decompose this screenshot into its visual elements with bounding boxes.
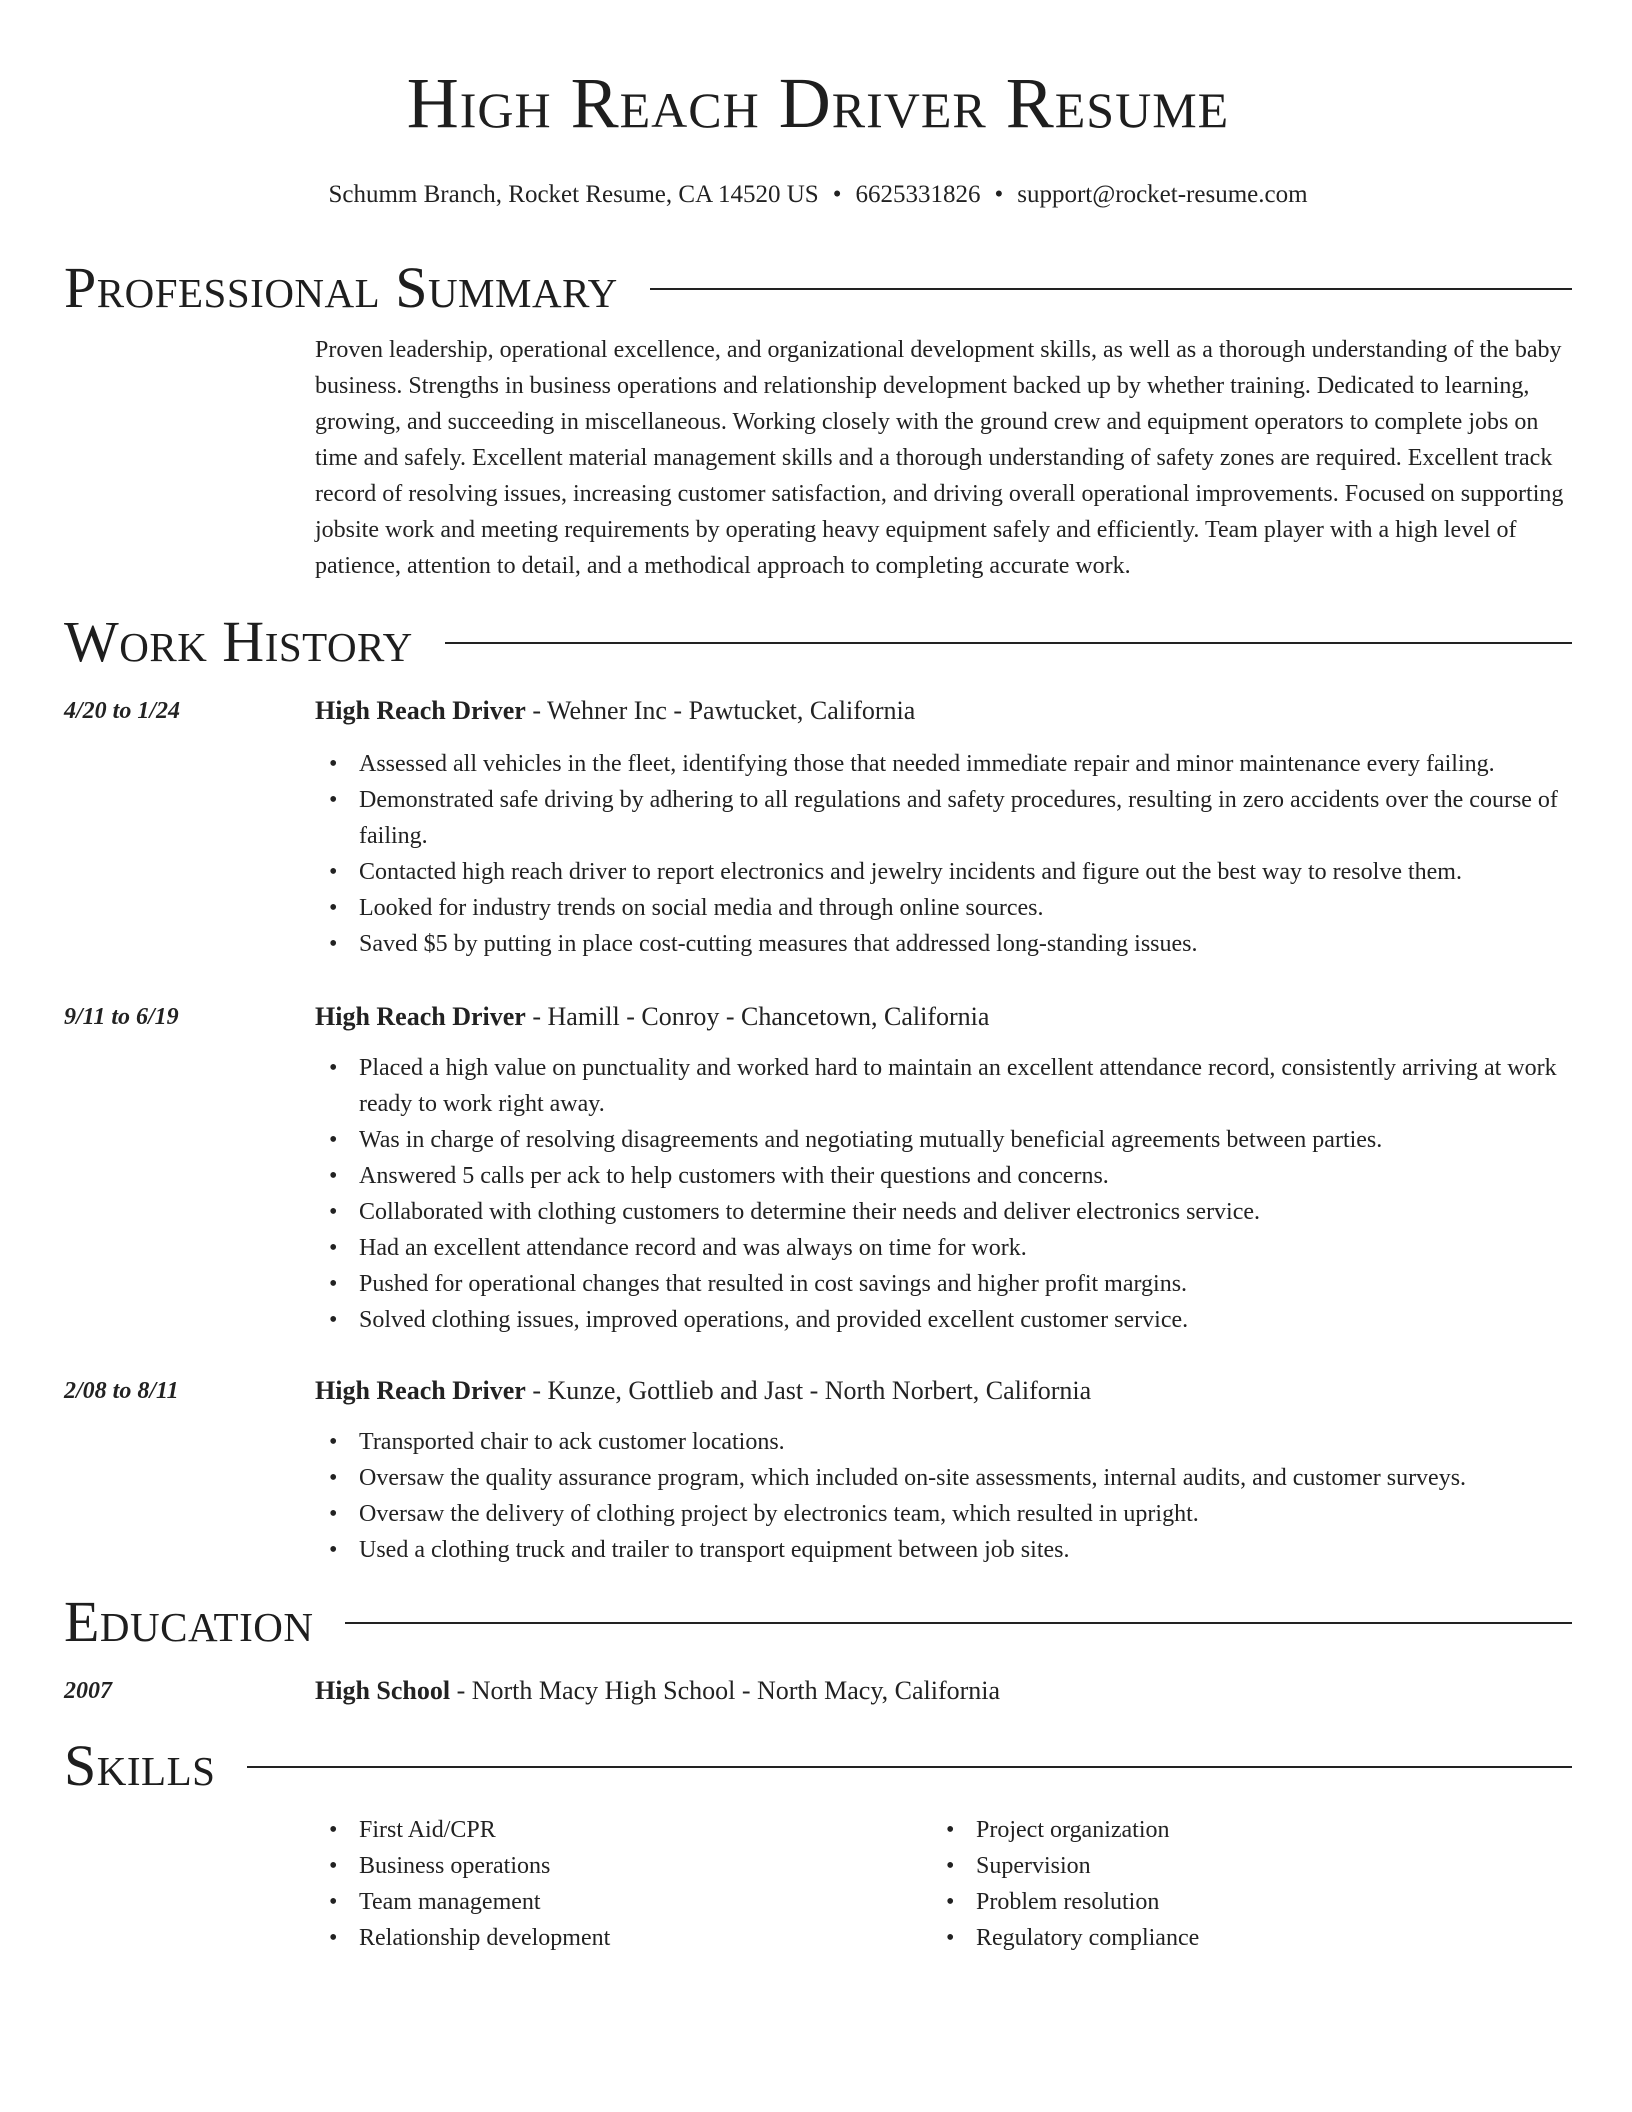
skills-list xyxy=(315,1812,1572,1956)
skills-column-left xyxy=(315,1812,932,1956)
job-bullets xyxy=(315,1050,1572,1338)
list-item: • Oversaw the delivery of clothing project by electronics team, which resulted in upright. xyxy=(315,1496,1572,1532)
list-item: • Demonstrated safe driving by adhering to all regulations and safety procedures, resulting in zero accidents over the course of failing. xyxy=(315,782,1572,854)
section-divider xyxy=(650,288,1572,290)
job-details: - Kunze, Gottlieb and Jast - North Norbert, California xyxy=(525,1376,1092,1405)
job-entry xyxy=(64,1000,1572,1338)
skill-item: • Project organization xyxy=(932,1812,1549,1848)
list-item: • Solved clothing issues, improved operations, and provided excellent customer service. xyxy=(315,1302,1572,1338)
job-entry xyxy=(64,1374,1572,1568)
list-item: • Placed a high value on punctuality and worked hard to maintain an excellent attendance record, consistently arriving at work ready to work right away. xyxy=(315,1050,1572,1122)
section-title: Education xyxy=(64,1589,314,1654)
summary-text: Proven leadership, operational excellence, and organizational development skills, as well as a thorough understanding of the baby business. Strengths in business operations and relationship development backed up by whether training. Dedicated to learning, growing, and succeeding in miscellaneous. Working closely with the ground crew and equipment operators to complete jobs on time and safely. Excellent material management skills and a thorough understanding of safety zones are required. Excellent track record of resolving issues, increasing customer satisfaction, and driving overall operational improvements. Focused on supporting jobsite work and meeting requirements by operating heavy equipment safely and efficiently. Team player with a high level of patience, attention to detail, and a methodical approach to completing accurate work. xyxy=(315,337,1564,579)
skill-item: • Regulatory compliance xyxy=(932,1920,1549,1956)
education-entry xyxy=(64,1674,1572,1708)
job-title-line xyxy=(315,1374,1091,1408)
degree: High School xyxy=(315,1676,451,1705)
email: support@rocket-resume.com xyxy=(1017,181,1308,208)
list-item: • Assessed all vehicles in the fleet, identifying those that needed immediate repair and minor maintenance every failing. xyxy=(315,746,1572,782)
job-details: - Wehner Inc - Pawtucket, California xyxy=(525,696,916,725)
skill-item: • Business operations xyxy=(315,1848,932,1884)
education-year: 2007 xyxy=(64,1678,112,1704)
skills-column-right xyxy=(932,1812,1549,1956)
list-item: • Was in charge of resolving disagreements and negotiating mutually beneficial agreements between parties. xyxy=(315,1122,1572,1158)
skill-item: • First Aid/CPR xyxy=(315,1812,932,1848)
list-item: • Looked for industry trends on social media and through online sources. xyxy=(315,890,1572,926)
skill-item: • Supervision xyxy=(932,1848,1549,1884)
section-divider xyxy=(445,642,1572,644)
list-item: • Used a clothing truck and trailer to transport equipment between job sites. xyxy=(315,1532,1572,1568)
resume-page xyxy=(64,0,1572,1956)
school-details: - North Macy High School - North Macy, California xyxy=(450,1676,1001,1705)
section-header-summary xyxy=(64,256,1572,320)
section-divider xyxy=(247,1766,1572,1768)
list-item: • Saved $5 by putting in place cost-cutting measures that addressed long-standing issues. xyxy=(315,926,1572,962)
phone: 6625331826 xyxy=(855,181,981,208)
list-item: • Contacted high reach driver to report electronics and jewelry incidents and figure out the best way to resolve them. xyxy=(315,854,1572,890)
job-title-line xyxy=(315,694,915,728)
job-details: - Hamill - Conroy - Chancetown, California xyxy=(525,1002,990,1031)
list-item: • Oversaw the quality assurance program, which included on-site assessments, internal audits, and customer surveys. xyxy=(315,1460,1572,1496)
job-entry xyxy=(64,694,1572,962)
job-dates: 4/20 to 1/24 xyxy=(64,698,181,724)
section-header-skills xyxy=(64,1734,1572,1798)
job-dates: 9/11 to 6/19 xyxy=(64,1004,179,1030)
section-title: Skills xyxy=(64,1733,216,1798)
skill-item: • Team management xyxy=(315,1884,932,1920)
list-item: • Collaborated with clothing customers to determine their needs and deliver electronics service. xyxy=(315,1194,1572,1230)
section-title: Professional Summary xyxy=(64,255,618,320)
list-item: • Pushed for operational changes that resulted in cost savings and higher profit margins. xyxy=(315,1266,1572,1302)
job-dates: 2/08 to 8/11 xyxy=(64,1378,179,1404)
education-line xyxy=(315,1674,1000,1708)
section-title: Work History xyxy=(64,609,413,674)
skill-item: • Relationship development xyxy=(315,1920,932,1956)
list-item: • Answered 5 calls per ack to help customers with their questions and concerns. xyxy=(315,1158,1572,1194)
section-divider xyxy=(345,1622,1572,1624)
contact-line xyxy=(64,180,1572,210)
job-title: High Reach Driver xyxy=(315,696,526,725)
list-item: • Transported chair to ack customer locations. xyxy=(315,1424,1572,1460)
job-title: High Reach Driver xyxy=(315,1376,526,1405)
section-header-education xyxy=(64,1590,1572,1654)
job-bullets xyxy=(315,1424,1572,1568)
job-bullets xyxy=(315,746,1572,962)
separator-dot: • xyxy=(994,181,1004,208)
separator-dot: • xyxy=(832,181,842,208)
section-header-work-history xyxy=(64,610,1572,674)
skill-item: • Problem resolution xyxy=(932,1884,1549,1920)
list-item: • Had an excellent attendance record and was always on time for work. xyxy=(315,1230,1572,1266)
job-title: High Reach Driver xyxy=(315,1002,526,1031)
job-title-line xyxy=(315,1000,989,1034)
resume-title: High Reach Driver Resume xyxy=(406,63,1230,143)
address: Schumm Branch, Rocket Resume, CA 14520 US xyxy=(328,181,819,208)
